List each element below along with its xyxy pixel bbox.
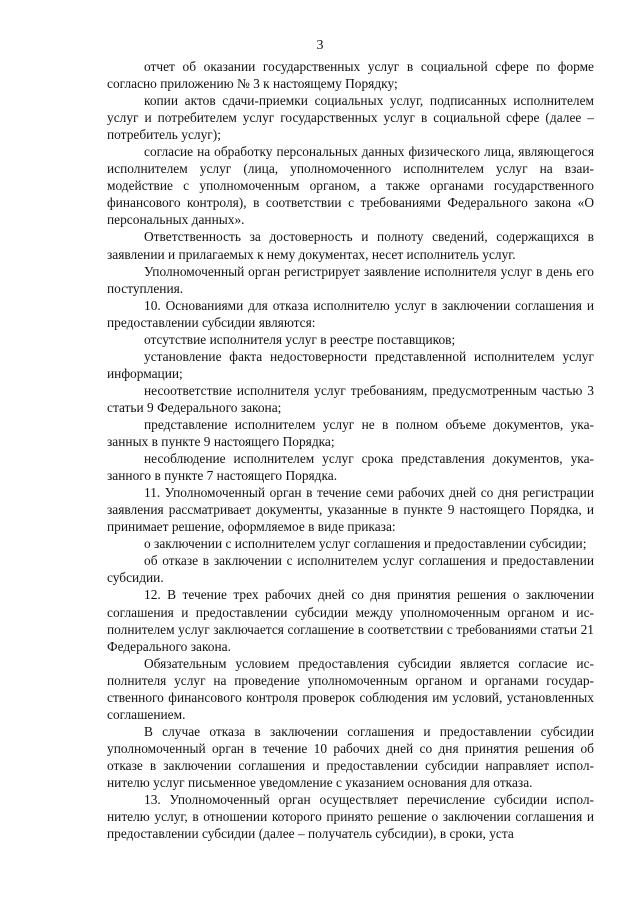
paragraph-registration: Уполномоченный орган регистрирует заявление исполнителя услуг в день его поступления. [107,263,594,296]
paragraph-item-13: 13. Уполномоченный орган осуществляет перечисление субсидии исполнителю услуг, в отношении которого принято решение о заключении соглашения и предоставлении субсидии (далее – получатель субсидии), в сроки, уста [107,792,594,842]
paragraph-acceptance-acts: копии актов сдачи-приемки социальных услуг, подписанных исполнителем услуг и потребителем услуг государственных услуг в социальной сфере (далее – потребитель услуг); [107,93,594,143]
paragraph-mandatory-condition: Обязательным условием предоставления субсидии является согласие исполнителя услуг на проведение уполномоченным органом и органами государственного финансового контроля проверок соблюдения им условий, установленных соглашением. [107,655,594,722]
paragraph-personal-data-consent: согласие на обработку персональных данных физического лица, являющегося исполнителем услуг (лица, уполномоченного исполнителем услуг на взаимодействие с уполномоченным органом, а также органами государственного финансового контроля), в соответствии с требованиями Федерального закона «О персональных данных». [107,144,594,228]
paragraph-item-12: 12. В течение трех рабочих дней со дня принятия решения о заключении соглашения и предоставлении субсидии между уполномоченным органом и исполнителем услуг заключается соглашение в соответствии с требованиями статьи 21 Федерального закона. [107,587,594,654]
paragraph-absence-in-registry: отсутствие исполнителя услуг в реестре поставщиков; [144,331,456,347]
paragraph-refusal-notice: В случае отказа в заключении соглашения и предоставлении субсидии уполномоченный орган в течение 10 рабочих дней со дня принятия решения об отказе в заключении соглашения и предоставлении субсидии направляет исполнителю услуг письменное уведомление с указанием основания для отказа. [107,723,594,790]
document-body [107,58,594,842]
paragraph-noncompliance: несоответствие исполнителя услуг требованиям, предусмотренным частью 3 статьи 9 Федерального закона; [107,382,594,415]
paragraph-decision-approve: о заключении с исполнителем услуг соглашения и предоставлении субсидии; [144,536,587,552]
paragraph-responsibility: Ответственность за достоверность и полноту сведений, содержащихся в заявлении и прилагаемых к нему документах, несет исполнитель услуг. [107,229,594,262]
paragraph-item-11: 11. Уполномоченный орган в течение семи рабочих дней со дня регистрации заявления рассматривает документы, указанные в пункте 9 настоящего Порядка, и принимает решение, оформляемое в виде приказа: [107,485,594,535]
page-number: 3 [316,38,324,53]
paragraph-missed-deadline: несоблюдение исполнителем услуг срока представления документов, указанного в пункте 7 настоящего Порядка. [107,451,594,484]
paragraph-unreliable-info: установление факта недостоверности представленной исполнителем услуг информации; [107,348,594,381]
paragraph-item-10: 10. Основаниями для отказа исполнителю услуг в заключении соглашения и предоставлении субсидии являются: [107,297,594,330]
paragraph-incomplete-documents: представление исполнителем услуг не в полном объеме документов, указанных в пункте 9 настоящего Порядка; [107,416,594,450]
paragraph-report-form: отчет об оказании государственных услуг в социальной сфере по форме согласно приложению № 3 к настоящему Порядку; [107,59,594,92]
paragraph-decision-refuse: об отказе в заключении с исполнителем услуг соглашения и предоставлении субсидии. [107,553,594,586]
